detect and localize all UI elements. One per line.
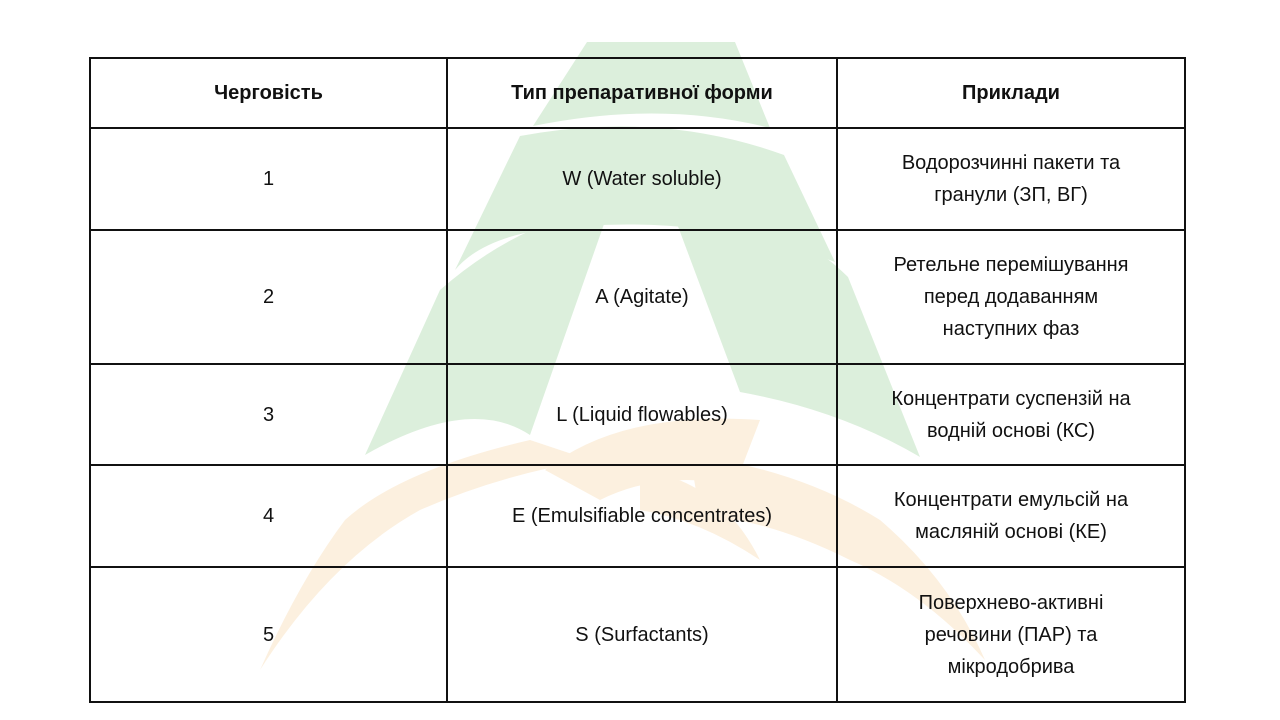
examples-line: речовини (ПАР) та: [924, 623, 1098, 646]
examples-line: наступних фаз: [942, 318, 1080, 340]
cell-order: 3: [90, 364, 447, 465]
examples-line: водній основі (КС): [926, 419, 1096, 442]
table-row: [90, 128, 1185, 230]
examples-line: мікродобрива: [947, 655, 1075, 678]
cell-order: 2: [90, 230, 447, 364]
cell-examples: [837, 465, 1185, 567]
examples-line: Концентрати емульсій на: [893, 489, 1129, 511]
cell-examples: [837, 128, 1185, 230]
cell-examples: [837, 230, 1185, 364]
table-row: [90, 230, 1185, 364]
cell-examples: [837, 567, 1185, 702]
table-row: [90, 364, 1185, 465]
table-row: [90, 465, 1185, 567]
cell-type: W (Water soluble): [447, 128, 837, 230]
examples-line: Водорозчинні пакети та: [901, 152, 1121, 174]
cell-order: 5: [90, 567, 447, 702]
examples-line: Поверхнево-активні: [918, 591, 1104, 614]
examples-line: Концентрати суспензій на: [891, 387, 1131, 410]
cell-order: 4: [90, 465, 447, 567]
examples-line: Ретельне перемішування: [893, 254, 1129, 276]
examples-line: гранули (ЗП, ВГ): [934, 184, 1088, 206]
cell-type: L (Liquid flowables): [447, 364, 837, 465]
header-examples: Приклади: [837, 58, 1185, 128]
cell-type: S (Surfactants): [447, 567, 837, 702]
header-order: Черговість: [90, 58, 447, 128]
header-formulation-type: Тип препаративної форми: [447, 58, 837, 128]
cell-type: A (Agitate): [447, 230, 837, 364]
table-header-row: [90, 58, 1185, 128]
examples-line: перед додаванням: [923, 286, 1099, 308]
cell-order: 1: [90, 128, 447, 230]
preparation-order-table: [89, 57, 1186, 703]
examples-line: масляній основі (КЕ): [915, 521, 1107, 543]
cell-examples: [837, 364, 1185, 465]
table-row: [90, 567, 1185, 702]
cell-type: E (Emulsifiable concentrates): [447, 465, 837, 567]
